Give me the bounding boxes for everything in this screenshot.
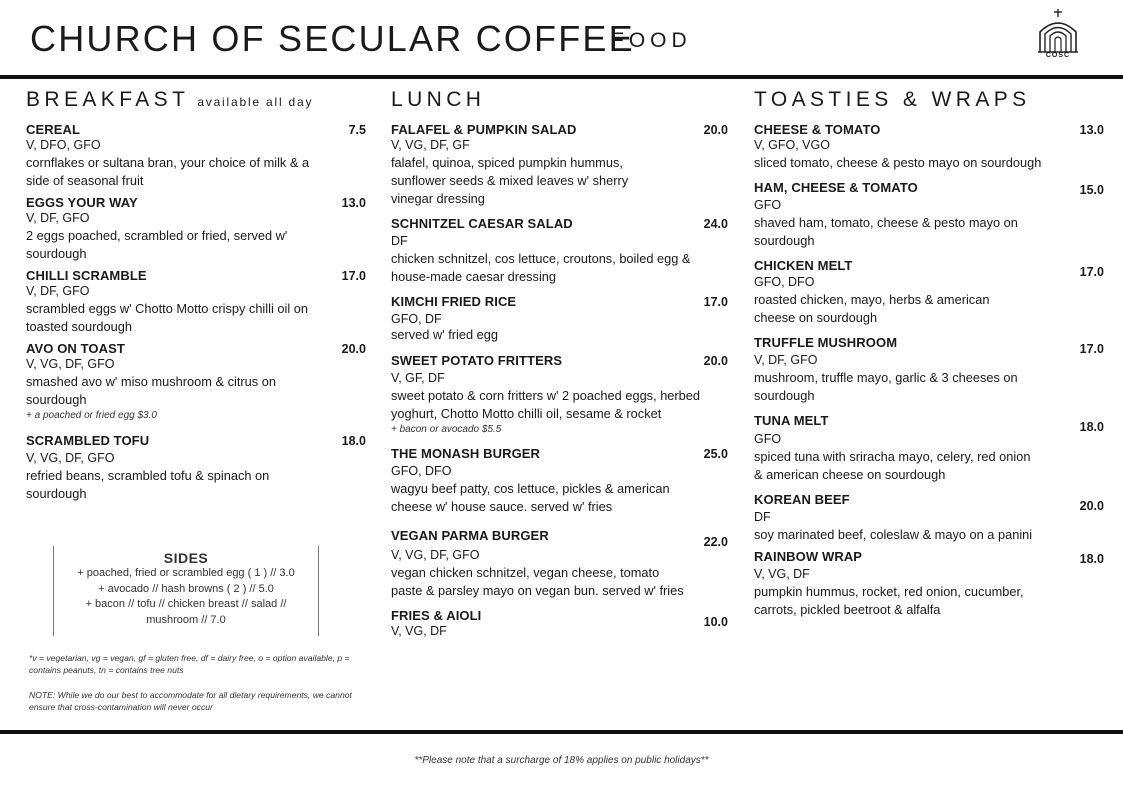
item-desc: shaved ham, tomato, cheese & pesto mayo on sourdough <box>754 215 1018 248</box>
item-diet: V, DF, GFO <box>754 353 818 367</box>
item-desc: falafel, quinoa, spiced pumpkin hummus, sunflower seeds & mixed leaves w' sherry vinegar dressing <box>391 155 629 206</box>
item-name: FRIES & AIOLI <box>391 608 482 623</box>
item-desc: chicken schnitzel, cos lettuce, croutons, boiled egg & house-made caesar dressing <box>391 251 691 284</box>
item-diet: V, DFO, GFO <box>26 138 101 152</box>
item-name: CHEESE & TOMATO <box>754 122 881 137</box>
item-name: FALAFEL & PUMPKIN SALAD <box>391 122 577 137</box>
top-divider <box>0 75 1123 79</box>
item-name: VEGAN PARMA BURGER <box>391 528 549 543</box>
menu-item <box>26 268 366 336</box>
item-diet: GFO, DF <box>391 312 442 326</box>
item-name: SWEET POTATO FRITTERS <box>391 353 563 368</box>
item-price: 20.0 <box>1079 499 1104 513</box>
surcharge-note: **Please note that a surcharge of 18% applies on public holidays** <box>414 755 709 766</box>
lunch-header <box>391 88 728 118</box>
menu-item <box>391 608 728 640</box>
item-price: 20.0 <box>341 342 366 356</box>
item-price: 18.0 <box>1079 552 1104 566</box>
item-desc: smashed avo w' miso mushroom & citrus on sourdough <box>26 374 276 407</box>
toasties-header <box>754 88 1104 118</box>
item-desc: vegan chicken schnitzel, vegan cheese, tomato paste & parsley mayo on vegan bun. served w' fries <box>391 565 684 598</box>
sides-line: + avocado // hash browns ( 2 ) // 5.0 <box>98 582 274 595</box>
logo-text: COSC <box>1045 52 1071 59</box>
menu-item <box>754 549 1104 619</box>
item-desc: cornflakes or sultana bran, your choice of milk & a side of seasonal fruit <box>26 155 310 188</box>
item-diet: V, VG, DF, GFO <box>26 357 115 371</box>
breakfast-title: BREAKFAST <box>26 88 190 111</box>
menu-item <box>754 492 1104 544</box>
dietary-legend: *v = vegetarian, vg = vegan, gf = gluten free, df = dairy free, o = option available, p = contains peanuts, tn = contains tree nuts <box>29 653 350 675</box>
item-price: 24.0 <box>703 217 728 231</box>
item-price: 13.0 <box>1079 123 1104 137</box>
item-price: 17.0 <box>341 269 366 283</box>
item-diet: V, DF, GFO <box>26 211 90 225</box>
item-price: 18.0 <box>341 434 366 448</box>
item-name: RAINBOW WRAP <box>754 549 863 564</box>
breakfast-header <box>26 88 366 118</box>
item-diet: V, DF, GFO <box>26 284 90 298</box>
sides-line: + bacon // tofu // chicken breast // salad // <box>85 598 287 610</box>
item-desc: sliced tomato, cheese & pesto mayo on sourdough <box>754 155 1042 170</box>
item-diet: GFO, DFO <box>391 464 452 478</box>
item-desc: 2 eggs poached, scrambled or fried, served w' sourdough <box>26 228 288 261</box>
menu-item <box>391 528 728 600</box>
item-price: 10.0 <box>703 615 728 629</box>
item-name: TUNA MELT <box>754 413 829 428</box>
item-extra: + bacon or avocado $5.5 <box>391 424 502 435</box>
item-name: EGGS YOUR WAY <box>26 195 138 210</box>
item-diet: V, GFO, VGO <box>754 138 830 152</box>
item-desc: sweet potato & corn fritters w' 2 poached eggs, herbed yoghurt, Chotto Motto chilli oil, sesame & rocket <box>391 388 701 421</box>
item-name: KOREAN BEEF <box>754 492 850 507</box>
item-desc: spiced tuna with sriracha mayo, celery, red onion & american cheese on sourdough <box>754 449 1031 482</box>
menu-subtitle: FOOD <box>611 29 692 52</box>
sides-line: mushroom // 7.0 <box>146 613 226 626</box>
item-price: 20.0 <box>703 123 728 137</box>
item-diet: V, VG, DF <box>754 567 810 581</box>
item-desc: soy marinated beef, coleslaw & mayo on a panini <box>754 527 1033 542</box>
item-name: KIMCHI FRIED RICE <box>391 294 517 309</box>
toasties-section <box>754 88 1104 619</box>
item-diet: GFO, DFO <box>754 275 815 289</box>
item-name: AVO ON TOAST <box>26 341 125 356</box>
item-diet: V, VG, DF <box>391 624 447 638</box>
item-diet: DF <box>754 510 771 524</box>
menu-item <box>754 258 1104 327</box>
menu-item <box>391 216 728 286</box>
item-name: THE MONASH BURGER <box>391 446 541 461</box>
menu-item <box>391 122 728 208</box>
item-name: SCHNITZEL CAESAR SALAD <box>391 216 573 231</box>
breakfast-note: available all day <box>197 95 314 109</box>
item-price: 17.0 <box>703 295 728 309</box>
item-price: 7.5 <box>348 123 366 137</box>
menu-item <box>391 353 728 437</box>
menu-item <box>26 195 366 263</box>
menu-item <box>754 335 1104 405</box>
item-desc: served w' fried egg <box>391 327 499 342</box>
item-name: CHICKEN MELT <box>754 258 853 273</box>
item-diet: GFO <box>754 198 782 212</box>
item-name: HAM, CHEESE & TOMATO <box>754 180 918 195</box>
menu-item <box>391 294 728 342</box>
item-name: TRUFFLE MUSHROOM <box>754 335 898 350</box>
menu-item <box>754 413 1104 484</box>
menu-item <box>754 122 1104 172</box>
item-price: 25.0 <box>703 447 728 461</box>
item-diet: V, VG, DF, GF <box>391 138 470 152</box>
toasties-title: TOASTIES & WRAPS <box>754 88 1031 111</box>
item-desc: wagyu beef patty, cos lettuce, pickles & american cheese w' house sauce. served w' fries <box>391 481 670 514</box>
item-name: CHILLI SCRAMBLE <box>26 268 147 283</box>
sides-box <box>53 546 319 636</box>
menu-item <box>391 446 728 516</box>
menu-item <box>26 341 366 423</box>
item-diet: V, VG, DF, GFO <box>26 451 115 465</box>
breakfast-section <box>26 88 366 503</box>
bottom-divider <box>0 730 1123 734</box>
item-price: 22.0 <box>703 535 728 549</box>
menu-item <box>26 122 366 190</box>
item-price: 17.0 <box>1079 342 1104 356</box>
item-desc: scrambled eggs w' Chotto Motto crispy chilli oil on toasted sourdough <box>26 301 308 334</box>
item-extra: + a poached or fried egg $3.0 <box>26 410 157 421</box>
item-diet: V, VG, DF, GFO <box>391 548 480 562</box>
item-diet: DF <box>391 234 408 248</box>
item-price: 20.0 <box>703 354 728 368</box>
item-name: SCRAMBLED TOFU <box>26 433 150 448</box>
item-desc: roasted chicken, mayo, herbs & american cheese on sourdough <box>754 292 990 325</box>
item-diet: GFO <box>754 432 782 446</box>
item-diet: V, GF, DF <box>391 371 445 385</box>
sides-title: SIDES <box>163 550 209 566</box>
menu-title: CHURCH OF SECULAR COFFEE <box>30 18 635 59</box>
item-price: 13.0 <box>341 196 366 210</box>
dietary-disclaimer: NOTE: While we do our best to accommodate for all dietary requirements, we cannot ensure that cross-contamination will never occur <box>29 690 352 712</box>
menu-item <box>26 433 366 503</box>
sides-line: + poached, fried or scrambled egg ( 1 ) // 3.0 <box>77 567 295 579</box>
lunch-section <box>391 88 728 640</box>
item-desc: refried beans, scrambled tofu & spinach on sourdough <box>26 468 270 501</box>
item-desc: pumpkin hummus, rocket, red onion, cucumber, carrots, pickled beetroot & alfalfa <box>754 584 1024 617</box>
item-price: 15.0 <box>1079 183 1104 197</box>
lunch-title: LUNCH <box>391 88 486 111</box>
item-price: 18.0 <box>1079 420 1104 434</box>
item-price: 17.0 <box>1079 265 1104 279</box>
menu-item <box>754 180 1104 250</box>
item-name: CEREAL <box>26 122 81 137</box>
item-desc: mushroom, truffle mayo, garlic & 3 cheeses on sourdough <box>754 370 1018 403</box>
